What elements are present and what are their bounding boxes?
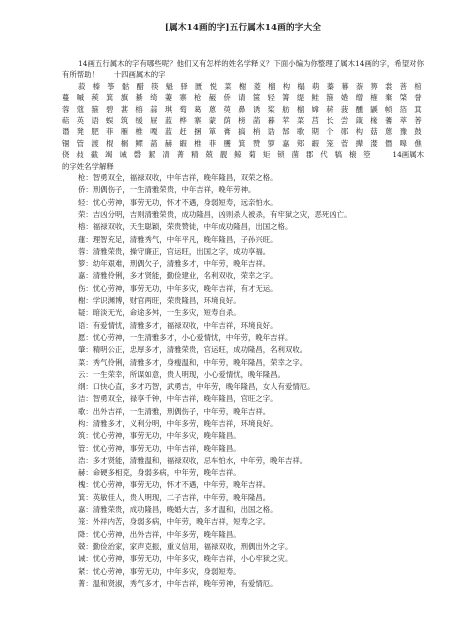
entry-line: 管：忧心劳神，事劳无功，中年吉祥，晚年隆昌。 (78, 443, 241, 453)
entry-line: 菜：秀气伶俐，清雅多才，身瘦温和，中年劳，晚年隆昌，荣幸之字。 (78, 357, 308, 367)
entry-line: 兢：勤俭治家，家声克振，重义信用，福禄双收，刑偶出外之字。 (78, 541, 293, 551)
character-list (62, 81, 424, 172)
entry-line: 洁：智勇双全，禄享千钟，中年吉祥，晚年隆昌，官旺之字。 (78, 394, 278, 404)
entry-line: 轻：忧心劳神，事劳无功，怀才不遇，身弱短寿，远亲怕水。 (78, 197, 278, 207)
entry-list (62, 172, 424, 590)
entry-line: 笼：外祥内苦，身弱多病，中年劳，晚年吉祥，短寿之字。 (78, 517, 271, 527)
entry-line: 纲：口快心直，多才巧智，武勇吉，中年劳，晚年隆昌，女人有爱情厄。 (78, 382, 315, 392)
entry-line: 紧：忧心劳神，事劳无功，中年多灾，身弱短寿。 (78, 566, 241, 576)
entry-line: 荣：吉凶分明，吉则清雅荣贵，成功隆昌，凶则杀人被杀，有牢狱之灾，恶死凶亡。 (78, 209, 352, 219)
entry-line: 构：清雅多才，义利分明，中年多劳，晚年吉祥，环境良好。 (78, 419, 278, 428)
entry-line: 榕：福禄双收，天生聪颖，荣贵赞徒，中年成功隆昌，出国之格。 (78, 222, 293, 232)
intro-paragraph: 14画五行属木的字有哪些呢？他们又有怎样的姓名学释义？下面小编为你整理了属木14画的字，希望对你有所帮助！ 十四画属木的字 (62, 59, 424, 80)
entry-line: 伤：忧心劳神，事劳无功，中年多灾，晚年吉祥，有才无运。 (78, 283, 278, 293)
entry-line: 槐：忧心劳神，事劳无功，怀才不遇，中年劳，晚年吉祥。 (78, 480, 271, 490)
entry-line: 疑：暗淡无光，命途多舛，一生多灾，短寿自杀。 (78, 308, 241, 318)
entry-line: 歌：出外吉祥，一生清雅，刑偶伤子，中年劳，晚年吉祥。 (78, 406, 271, 416)
entry-line: 浩：多才贤能，清雅温和，福禄双收，忌车怕水，中年劳，晚年吉祥。 (78, 455, 308, 465)
entry-line: 云：一生荣幸，所谋如意，贵人明现，小心爱情忧，晚年隆昌。 (78, 369, 285, 379)
entry-line: 降：忧心劳神，出外吉祥，中年多劳，晚年隆昌。 (78, 529, 241, 539)
entry-line: 箩：幼年艰难，刑偶欠子，清雅多才，中年劳，晚年吉祥。 (78, 259, 271, 269)
entry-line: 枪：智勇双全，福禄双收，中年吉祥，晚年隆昌，双荣之格。 (78, 173, 278, 183)
entry-line: 箕：英敏佳人，贵人明现，二子吉祥，中年劳，晚年隆昌。 (78, 492, 271, 502)
entry-line: 嘉：清雅伶俐，多才贤能，勤俭建业，名利双收，荣幸之字。 (78, 271, 278, 281)
character-list-body: 菽 榛 筝 骷 醋 筷 魁 驿 匮 悦 菜 榭 菱 榴 构 榻 萌 蓁 幕 萘 箅 裳 菩 棺 蔓 嘁 蒺 箕 旗 綦 绮 萋 寨 枪 赧 侨 请 箧 轻 箐 缇 鲑 箍 婘 缯 榷 棄 棨 誉 蓉 蔻 箍 碧 葚 榕 蒜 琪 萄 葛 蒽 萸 鼻 诱 桨 舫 榴 嫦 菥 菠 醺 鼷 帧 箔 萁 萜 英 语 蜈 筑 缓 屉 蓝 桦 寨 蒙 荫 榜 菡 暮 苹 菜 莒 长 尝 箴 椽 蓍 萃 莕 谮 凳 肥 菲 雁 椎 嘎 蓝 赶 捆 箪 膏 搞 梢 诰 郜 歌 期 个 郧 构 菇 蒽 豫 鼓 锢 管 渡 棍 榍 鳏 菡 赫 嘏 椎 菲 雘 箕 赞 箩 嘉 郏 嘏 笼 菅 撵 漤 僭 嗥 僬 侥 敊 截 竭 诫 磬 絜 凊 菁 精 兢 靓 鲸 菊 矩 锁 菌 郡 代 犒 榱 箜 (62, 81, 424, 160)
entry-line: 肇：精明公正，忠厚多才，清雅荣贵，官运旺，成功隆昌，名利双收。 (78, 345, 308, 355)
entry-line: 菁：温和贤淑，秀气多才，中年吉祥，晚年劳神，有爱情厄。 (78, 578, 278, 588)
entry-line: 蓉：清雅荣贵，操守廉正，官运旺，出国之字，成功享福。 (78, 246, 271, 256)
entry-line: 愿：忧心劳神，一生清雅多才，小心爱情忧，中年劳，晚年吉祥。 (78, 332, 293, 342)
entry-line: 语：有爱情忧，清雅多才，福禄双收，中年吉祥，环境良好。 (78, 320, 278, 330)
section-heading-explanations: 14画属木的字姓名学解释 (62, 150, 424, 171)
document-title: [属木14画的字]五行属木14画的字大全 (164, 23, 322, 33)
entry-line: 蓮：理智充足，清雅秀气，中年平凡，晚年隆昌，子孙兴旺。 (78, 234, 278, 244)
entry-line: 赫：命硬多相克，身弱多病，中年劳，晚年吉祥。 (78, 468, 241, 478)
entry-line: 侨：刑偶伤子，一生清雅荣贵，中年吉祥，晚年劳神。 (78, 185, 256, 195)
entry-line: 榭：学识渊博，财官两旺，荣贵隆昌，环境良好。 (78, 296, 241, 306)
entry-line: 筑：忧心劳神，事劳无功，中年多灾，晚年隆昌。 (78, 431, 241, 441)
entry-line: 诫：忧心劳神，事劳无功，中年多灾，晚年吉祥，小心牢狱之灾。 (78, 554, 293, 564)
entry-line: 嘉：清雅荣贵，成功隆昌，晚婚大吉，多才温和，出国之格。 (78, 505, 278, 515)
